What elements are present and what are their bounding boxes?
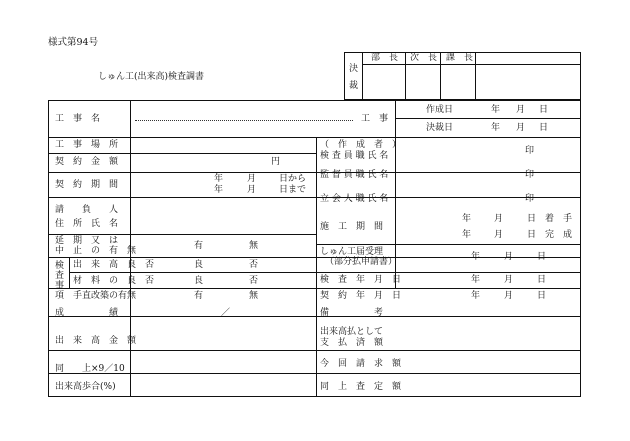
label-created-date: 作成日 xyxy=(426,105,454,115)
supervisor-seal: 印 xyxy=(525,170,535,180)
label-author: （ 作 成 者 ） xyxy=(320,140,402,150)
start-year: 年 xyxy=(462,214,472,224)
inspection-form-table xyxy=(48,100,581,397)
form-number: 様式第94号 xyxy=(48,37,99,48)
period-until-month: 月 xyxy=(247,185,257,195)
label-inspection-date: 検 査 年 月 日 xyxy=(320,275,402,285)
label-inspect-progress: 出 来 高 良 否 xyxy=(73,260,155,270)
created-year: 年 xyxy=(491,105,501,115)
delay-no: 無 xyxy=(249,241,259,251)
label-contractor-2: 住 所 氏 名 xyxy=(55,219,119,229)
material-bad: 否 xyxy=(249,276,259,286)
approval-col-dept-head: 部 長 xyxy=(371,53,399,63)
document-title: しゅん工(出来高)検査調書 xyxy=(98,72,205,82)
label-delay-1: 延 期 又 は xyxy=(55,236,119,246)
progress-bad: 否 xyxy=(249,260,259,270)
approval-col-deputy: 次 長 xyxy=(410,53,438,63)
progress-good: 良 xyxy=(194,260,204,270)
start-label: 日 着 手 xyxy=(527,214,573,224)
label-inspection-items: 検査事項 xyxy=(55,261,65,301)
approval-label-2: 裁 xyxy=(349,81,359,91)
complete-month: 月 xyxy=(494,230,504,240)
label-paid-as-progress-2: 支 払 済 額 xyxy=(320,338,384,348)
label-contract-date: 契 約 年 月 日 xyxy=(320,291,402,301)
label-progress-amount: 出 来 高 金 額 xyxy=(55,336,137,346)
label-contract-amount: 契 約 金 額 xyxy=(55,157,119,167)
rework-no: 無 xyxy=(249,291,259,301)
contract-year: 年 xyxy=(471,291,481,301)
delay-yes: 有 xyxy=(194,241,204,251)
label-this-claim: 今 回 請 求 額 xyxy=(320,359,402,369)
label-construction-period: 施 工 期 間 xyxy=(320,222,384,232)
rework-yes: 有 xyxy=(194,291,204,301)
label-witness: 立 会 人 職 氏 名 xyxy=(320,194,389,204)
complete-label: 日 完 成 xyxy=(527,230,573,240)
label-decided-date: 決裁日 xyxy=(426,123,454,133)
label-same-ratio: 同 上×9／10 xyxy=(55,364,125,374)
label-partial-payment-app: （部分払申請書） xyxy=(325,257,398,267)
label-work-name: 工 事 名 xyxy=(55,114,101,124)
inspector-seal: 印 xyxy=(525,146,535,156)
label-supervisor: 監 督 員 職 氏 名 xyxy=(320,170,389,180)
label-inspect-rework: 手直改築の有無 xyxy=(73,291,137,301)
yen-unit: 円 xyxy=(271,157,281,167)
label-remarks: 備 考 xyxy=(320,308,384,318)
label-inspect-material: 材 料 の 良 否 xyxy=(73,276,155,286)
start-month: 月 xyxy=(494,214,504,224)
result-slash: ／ xyxy=(221,308,231,318)
label-work-suffix: 工 事 xyxy=(361,114,389,124)
decided-year: 年 xyxy=(491,123,501,133)
created-month: 月 xyxy=(516,105,526,115)
contract-month: 月 xyxy=(504,291,514,301)
label-paid-as-progress-1: 出来高払として xyxy=(320,327,384,337)
label-same-assessed: 同 上 査 定 額 xyxy=(320,382,402,392)
period-from-month: 月 xyxy=(247,174,257,184)
report-day: 日 xyxy=(537,252,547,262)
decided-day: 日 xyxy=(539,123,549,133)
label-inspector-name: 検 査 員 職 氏 名 xyxy=(320,151,389,161)
label-result: 成 績 xyxy=(55,308,119,318)
label-contract-period: 契 約 期 間 xyxy=(55,180,119,190)
label-completion-report: しゅん工届受理 xyxy=(320,247,384,257)
contract-day: 日 xyxy=(537,291,547,301)
label-delay-2: 中 止 の 有 無 xyxy=(55,246,137,256)
period-from-year: 年 xyxy=(214,174,224,184)
report-year: 年 xyxy=(471,252,481,262)
label-contractor-1: 請 負 人 xyxy=(55,205,119,215)
created-day: 日 xyxy=(539,105,549,115)
period-until-label: 日まで xyxy=(279,185,307,195)
label-work-place: 工 事 場 所 xyxy=(55,140,119,150)
witness-seal: 印 xyxy=(525,194,535,204)
inspection-month: 月 xyxy=(504,275,514,285)
decided-month: 月 xyxy=(516,123,526,133)
approval-col-section-head: 課 長 xyxy=(446,53,474,63)
report-month: 月 xyxy=(504,252,514,262)
approval-label-1: 決 xyxy=(349,64,359,74)
inspection-year: 年 xyxy=(471,275,481,285)
complete-year: 年 xyxy=(462,230,472,240)
approval-block xyxy=(344,52,581,100)
inspection-day: 日 xyxy=(537,275,547,285)
period-from-label: 日から xyxy=(279,174,307,184)
period-until-year: 年 xyxy=(214,185,224,195)
material-good: 良 xyxy=(194,276,204,286)
label-progress-ratio: 出来高歩合(%) xyxy=(55,382,116,392)
